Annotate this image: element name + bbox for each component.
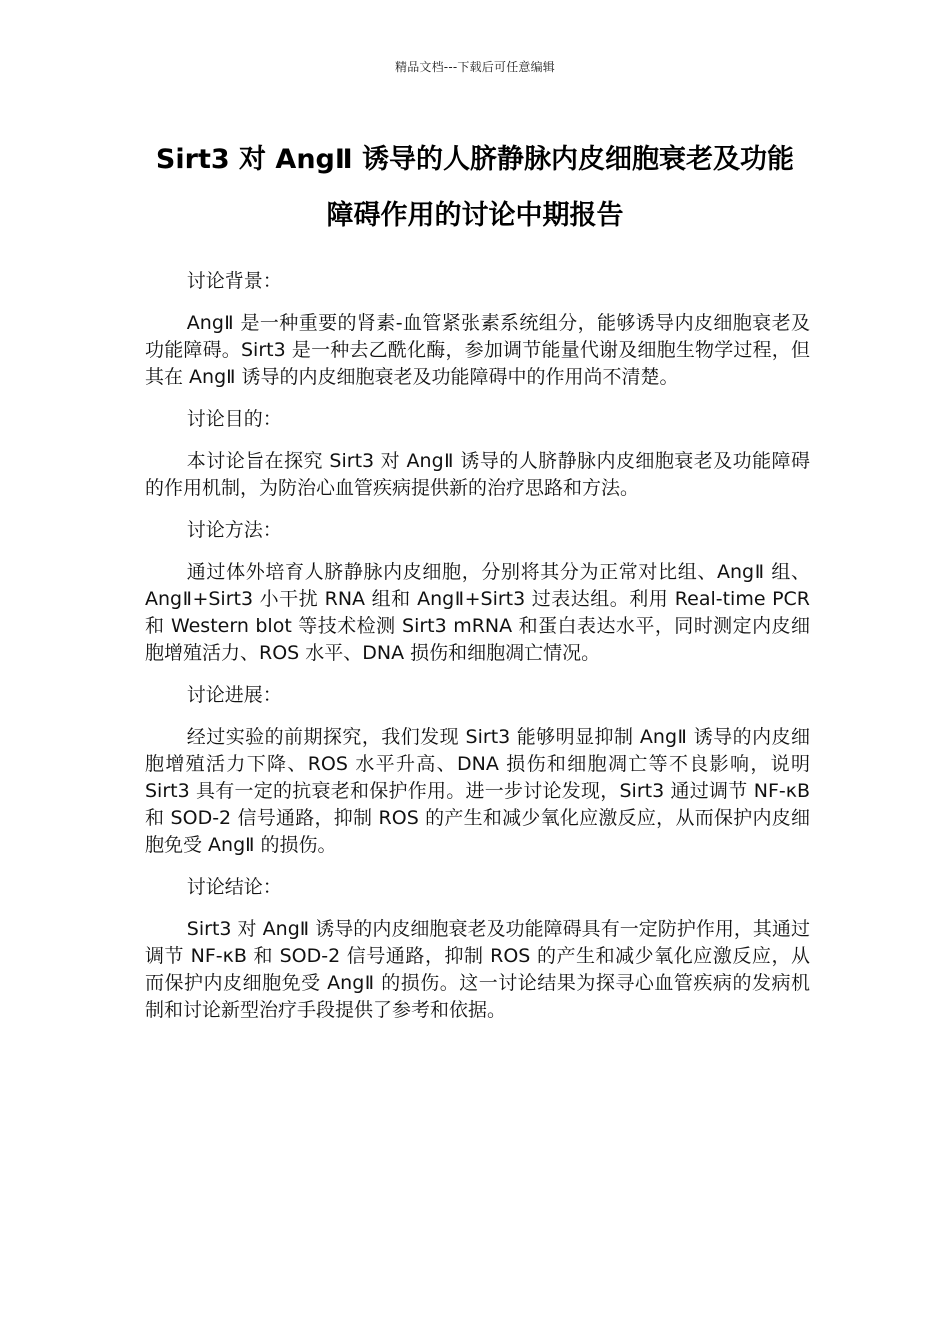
background-heading: 讨论背景：: [186, 270, 282, 292]
page-header: 精品文档---下载后可任意编辑: [395, 60, 555, 74]
progress-paragraph: 经过实验的前期探究，我们发现 Sirt3 能够明显抑制 AngⅡ 诱导的内皮细胞增殖活力下降、ROS 水平升高、DNA 损伤和细胞凋亡等不良影响，说明 Sirt3 具有一定的抗衰老和保护作用。进一步讨论发现，Sirt3 通过调节 NF-κB 和 SOD-2 信号通路，抑制 ROS 的产生和减少氧化应激反应，从而保护内皮细胞免受 AngⅡ 的损伤。: [145, 726, 810, 856]
purpose-paragraph: 本讨论旨在探究 Sirt3 对 AngⅡ 诱导的人脐静脉内皮细胞衰老及功能障碍的作用机制，为防治心血管疾病提供新的治疗思路和方法。: [145, 450, 810, 499]
background-paragraph: AngⅡ 是一种重要的肾素-血管紧张素系统组分，能够诱导内皮细胞衰老及功能障碍。Sirt3 是一种去乙酰化酶，参加调节能量代谢及细胞生物学过程，但其在 AngⅡ 诱导的内皮细胞衰老及功能障碍中的作用尚不清楚。: [145, 312, 810, 388]
method-heading: 讨论方法：: [186, 519, 282, 541]
progress-heading: 讨论进展：: [186, 684, 282, 706]
document-title: [120, 132, 830, 244]
document-body: [145, 268, 810, 1039]
method-paragraph: 通过体外培育人脐静脉内皮细胞，分别将其分为正常对比组、AngⅡ 组、AngⅡ+Sirt3 小干扰 RNA 组和 AngⅡ+Sirt3 过表达组。利用 Real-time PCR 和 Western blot 等技术检测 Sirt3 mRNA 和蛋白表达水平，同时测定内皮细胞增殖活力、ROS 水平、DNA 损伤和细胞凋亡情况。: [145, 561, 810, 664]
conclusion-heading: 讨论结论：: [186, 876, 282, 898]
purpose-heading: 讨论目的：: [186, 408, 282, 430]
title-line-1: Sirt3 对 AngⅡ 诱导的人脐静脉内皮细胞衰老及功能: [155, 144, 795, 175]
title-line-2: 障碍作用的讨论中期报告: [326, 200, 624, 231]
conclusion-paragraph: Sirt3 对 AngⅡ 诱导的内皮细胞衰老及功能障碍具有一定防护作用，其通过调节 NF-κB 和 SOD-2 信号通路，抑制 ROS 的产生和减少氧化应激反应，从而保护内皮细胞免受 AngⅡ 的损伤。这一讨论结果为探寻心血管疾病的发病机制和讨论新型治疗手段提供了参考和依据。: [145, 918, 810, 1021]
